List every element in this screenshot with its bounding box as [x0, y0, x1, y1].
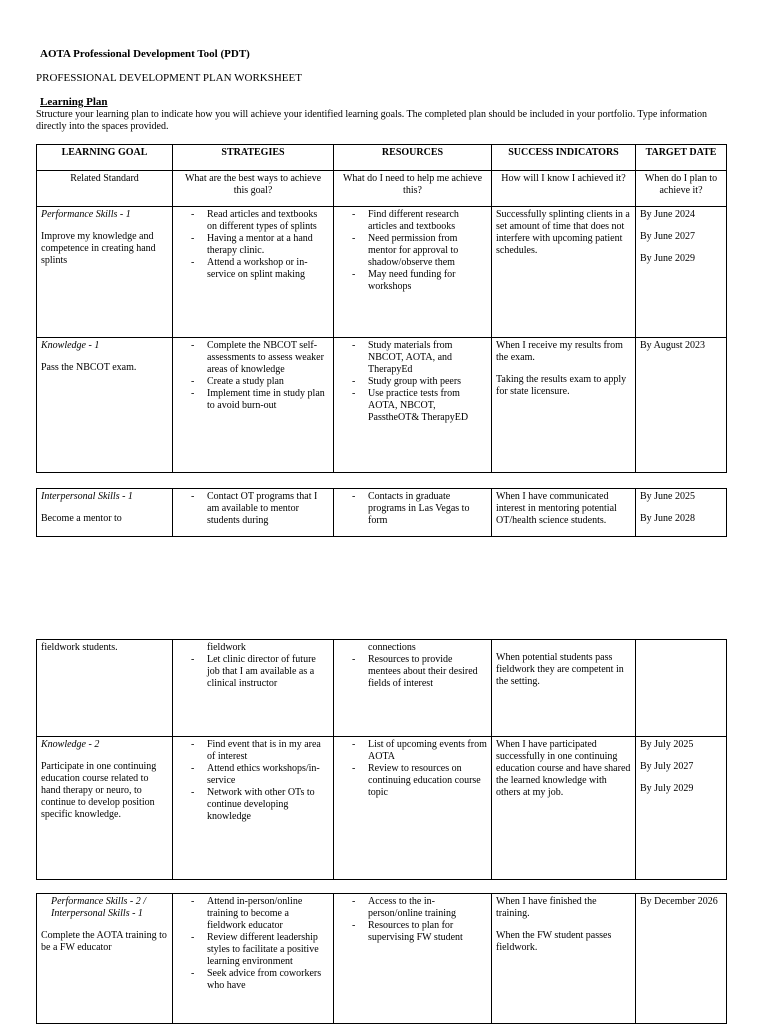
- success-text: Taking the results exam to apply for state licensure.: [496, 374, 627, 397]
- row-standard: Knowledge - 1: [41, 340, 100, 351]
- success-text: When I have finished the training.: [496, 896, 597, 919]
- subheader-strategies: What are the best ways to achieve this goal?: [173, 171, 334, 207]
- target-date: By June 2027: [640, 231, 695, 242]
- list-item: - Contacts in graduate programs in Las Vegas to form: [352, 491, 487, 527]
- target-date: By December 2026: [640, 896, 718, 907]
- header-resources: RESOURCES: [334, 145, 492, 171]
- list-item: - Attend in-person/online training to become a fieldwork educator: [191, 896, 329, 932]
- row-goal: Improve my knowledge and competence in creating hand splints: [41, 231, 156, 266]
- instructions: Structure your learning plan to indicate how you will achieve your identified learning goals. The completed plan should be included in your portfolio. Type information directly into the spaces provided.: [36, 109, 707, 132]
- list-item: - Attend a workshop or in-service on splint making: [191, 257, 329, 281]
- resource-continued: connections: [368, 642, 416, 653]
- strategy-continued: fieldwork: [207, 642, 246, 653]
- list-item: - Study materials from NBCOT, AOTA, and TherapyEd: [352, 340, 487, 376]
- list-item: - Study group with peers: [352, 376, 487, 388]
- subheader-resources: What do I need to help me achieve this?: [334, 171, 492, 207]
- list-item: - Review different leadership styles to facilitate a positive learning environment: [191, 932, 329, 968]
- list-item: - List of upcoming events from AOTA: [352, 739, 487, 763]
- target-date: By August 2023: [640, 340, 706, 351]
- list-item: - Having a mentor at a hand therapy clinic.: [191, 233, 329, 257]
- row-standard: Interpersonal Skills - 1: [41, 491, 133, 502]
- row-standard: Performance Skills - 2 / Interpersonal Skills - 1: [51, 896, 146, 919]
- subheader-row: [37, 171, 727, 207]
- list-item: - Find different research articles and textbooks: [352, 209, 487, 233]
- list-item: - Read articles and textbooks on different types of splints: [191, 209, 329, 233]
- list-item: - Attend ethics workshops/in-service: [191, 763, 329, 787]
- row-goal: Participate in one continuing education course related to hand therapy or neuro, to continue to develop position specific knowledge.: [41, 761, 157, 820]
- list-item: - Network with other OTs to continue developing knowledge: [191, 787, 329, 823]
- success-text: When the FW student passes fieldwork.: [496, 930, 612, 953]
- target-date: By July 2025: [640, 739, 694, 750]
- target-date: By July 2027: [640, 761, 694, 772]
- row-standard: Performance Skills - 1: [41, 209, 131, 220]
- list-item: - Complete the NBCOT self-assessments to assess weaker areas of knowledge: [191, 340, 329, 376]
- list-item: - Let clinic director of future job that I am available as a clinical instructor: [191, 654, 329, 690]
- success-text: When I have communicated interest in mentoring potential OT/health science students.: [496, 491, 617, 526]
- list-item: - Create a study plan: [191, 376, 329, 388]
- header-goal: LEARNING GOAL: [37, 145, 173, 171]
- list-item: - Use practice tests from AOTA, NBCOT, PasstheOT& TherapyED: [352, 388, 487, 424]
- list-item: - Review to resources on continuing education course topic: [352, 763, 487, 799]
- list-item: - Contact OT programs that I am available to mentor students during: [191, 491, 329, 527]
- list-item: - Resources to provide mentees about their desired fields of interest: [352, 654, 487, 690]
- success-text: Successfully splinting clients in a set amount of time that does not interfere with upcoming patient schedules.: [496, 209, 630, 256]
- success-text: When I have participated successfully in one continuing education course and have shared the learned knowledge with others at my job.: [496, 739, 631, 798]
- target-date: By June 2024: [640, 209, 695, 220]
- subheader-goal: Related Standard: [37, 171, 173, 207]
- success-text: When I receive my results from the exam.: [496, 340, 623, 363]
- row-goal: Pass the NBCOT exam.: [41, 362, 137, 373]
- subheader-target: When do I plan to achieve it?: [636, 171, 727, 207]
- table-row: [37, 207, 727, 338]
- target-date: By July 2029: [640, 783, 694, 794]
- learning-plan-table-continued: [36, 639, 727, 880]
- row-goal: Complete the AOTA training to be a FW educator: [41, 930, 167, 953]
- learning-plan-table-top: [36, 144, 727, 473]
- target-date: By June 2025: [640, 491, 695, 502]
- list-item: - Find event that is in my area of interest: [191, 739, 329, 763]
- section-title: Learning Plan: [40, 96, 108, 108]
- row-goal: fieldwork students.: [41, 642, 118, 653]
- table-row: [37, 894, 727, 1024]
- table-row: [37, 338, 727, 473]
- subheader-success: How will I know I achieved it?: [492, 171, 636, 207]
- worksheet-title: PROFESSIONAL DEVELOPMENT PLAN WORKSHEET: [36, 72, 302, 84]
- row-goal: Become a mentor to: [41, 513, 122, 524]
- list-item: - May need funding for workshops: [352, 269, 487, 293]
- list-item: - Access to the in-person/online training: [352, 896, 487, 920]
- list-item: - Resources to plan for supervising FW student: [352, 920, 487, 944]
- learning-plan-table-mid: [36, 488, 727, 537]
- success-text: When potential students pass fieldwork they are competent in the setting.: [496, 652, 624, 687]
- target-date: By June 2028: [640, 513, 695, 524]
- header-success: SUCCESS INDICATORS: [492, 145, 636, 171]
- header-strategies: STRATEGIES: [173, 145, 334, 171]
- list-item: - Implement time in study plan to avoid burn-out: [191, 388, 329, 412]
- table-row: [37, 737, 727, 880]
- table-row: [37, 640, 727, 737]
- list-item: - Seek advice from coworkers who have: [191, 968, 329, 992]
- header-row: [37, 145, 727, 171]
- row-standard: Knowledge - 2: [41, 739, 100, 750]
- table-row: [37, 489, 727, 537]
- list-item: - Need permission from mentor for approval to shadow/observe them: [352, 233, 487, 269]
- tool-title: AOTA Professional Development Tool (PDT): [40, 48, 250, 60]
- header-target: TARGET DATE: [636, 145, 727, 171]
- target-date: By June 2029: [640, 253, 695, 264]
- learning-plan-table-bottom: [36, 893, 727, 1024]
